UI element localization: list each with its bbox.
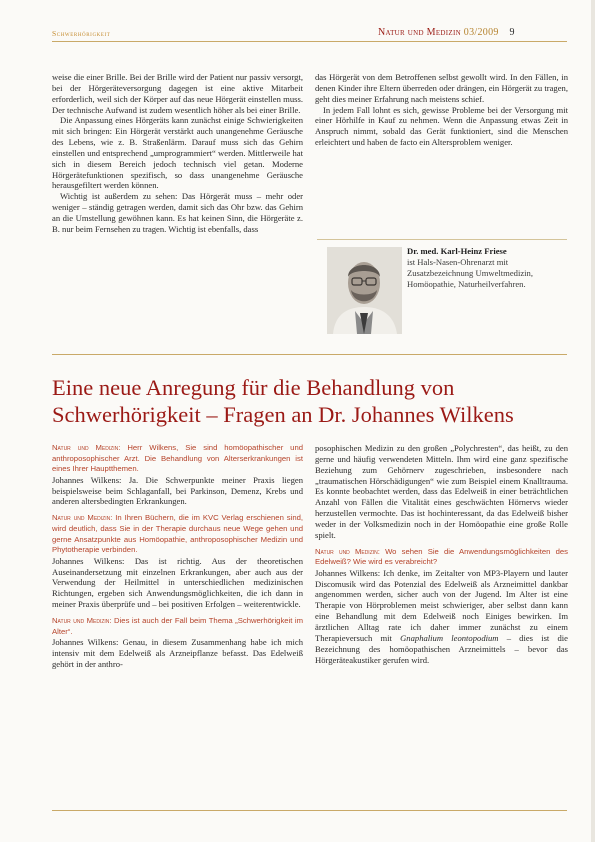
paragraph: weise die einer Brille. Bei der Brille wird der Patient nur passiv versorgt, bei der Hörgeräteversorgung dagegen ist eine aktive Mitarbeit erforderlich, weil sich der Körper auf das neue Hörgerät einstellen muss. Der technische Aufwand ist zudem wesentlich höher als bei einer Brille. (52, 72, 303, 115)
paragraph: Wichtig ist außerdem zu sehen: Das Hörgerät muss – mehr oder weniger – ständig getragen werden, damit sich das Ohr bzw. das Gehirn an die Umstellung gewöhnen kann. Es hat keinen Sinn, die Hörgeräte z. B. nur beim Fernsehen zu tragen. Wichtig ist ebenfalls, dass (52, 191, 303, 234)
interview-headline (52, 374, 572, 428)
interview-answer: Johannes Wilkens: Genau, in diesem Zusammenhang habe ich mich intensiv mit dem Edelweiß als Arzneipflanze befasst. Das Edelweiß gehört in der anthro- (52, 637, 303, 669)
article-column-left (52, 72, 303, 235)
section-rule (52, 354, 567, 355)
footer-rule (52, 810, 567, 811)
article-column-right (315, 72, 568, 148)
question-prefix: Natur und Medizin: (52, 443, 121, 452)
question-prefix: Natur und Medizin: (315, 546, 380, 556)
paragraph: Die Anpassung eines Hörgeräts kann zunächst einige Schwierigkeiten mit sich bringen: Ein Hörgerät verstärkt auch unangenehme Geräusche des Lebens, wie z. B. Straßenlärm. Darauf muss sich das Gehirn einstellen und entsprechend „umprogrammiert“ werden. Mittlerweile hat sich in diesem Bereich jedoch technisch viel getan. Moderne Hörgerätefunktionen spezifisch, so dass unangenehme Geräusche herausgefiltert werden können. (52, 115, 303, 191)
header-rule (52, 41, 567, 42)
section-label: Schwerhörigkeit (52, 29, 111, 38)
question-prefix: Natur und Medizin: (52, 615, 112, 625)
answer-text: – dies ist die Bezeichnung des homöopathischen Arzneimittels – bevor das Hörgeräteakustiker gerufen wird. (315, 632, 568, 665)
page-number: 9 (509, 27, 515, 38)
question-text: Wo sehen Sie die Anwendungsmöglichkeiten des Edelweiß? Wie wird es verabreicht? (315, 546, 569, 567)
answer-text: Johannes Wilkens: Ich denke, im Zeitalter von MP3-Playern und lauter Discomusik wird das Potenzial des Edelweiß als Arzneimittel dankbar angenommen werden, sicher auch von der Jugend. Im Alter ist eine Therapie von Hörproblemen meist schwieriger, aber selbst dann kann eine Behandlung mit dem Edelweiß noch Einiges bewirken. Im ärztlichen Alltag rate ich daher immer zunächst zu einem Therapieversuch mit (315, 567, 568, 643)
question-text: Dies ist auch der Fall beim Thema „Schwerhörigkeit im Alter“. (52, 615, 304, 636)
interview-column-left (52, 443, 303, 670)
author-box (317, 239, 567, 340)
interview-column-right (315, 443, 568, 665)
interview-question (315, 547, 568, 568)
issue-number: 03/2009 (463, 27, 499, 38)
question-prefix: Natur und Medizin: (52, 513, 113, 523)
question-text: In Ihren Büchern, die im KVC Verlag erschienen sind, wird deutlich, dass Sie in der Therapie durchaus neue Wege gehen und gerne Ansatzpunkte aus Homöopathie, anthroposophischer Medizin und Phytotherapie verbinden. (52, 513, 303, 555)
paragraph: das Hörgerät von dem Betroffenen selbst gewollt wird. In den Fällen, in denen Kinder ihre Eltern überreden oder drängen, ein Hörgerät zu tragen, geht dies meiner Erfahrung nach meistens schief. (315, 72, 568, 104)
author-photo (327, 247, 402, 334)
interview-answer: Johannes Wilkens: Ja. Die Schwerpunkte meiner Praxis liegen beispielsweise beim Schlaganfall, bei Parkinson, Demenz, Krebs und anderen altersbedingten Erkrankungen. (52, 474, 303, 507)
author-bio: ist Hals-Nasen-Ohrenarzt mit Zusatzbezeichnung Umweltmedizin, Homöopathie, Naturheilverfahren. (407, 256, 533, 289)
running-header (378, 27, 515, 38)
headline-line-2: Schwerhörigkeit – Fragen an Dr. Johannes Wilkens (52, 402, 514, 427)
interview-question (52, 616, 303, 637)
remedy-name: Gnaphalium leontopodium (400, 632, 499, 643)
page-edge (591, 0, 595, 842)
author-caption (407, 246, 567, 290)
interview-answer: Johannes Wilkens: Das ist richtig. Aus der theoretischen Auseinandersetzung mit einzelnen Erkrankungen, aber auch aus der Verwendung der Heilmittel in unterschiedlichen medizinischen Richtungen, ergeben sich Anwendungsmöglichkeiten, die ich dann in meiner Praxis überprüfe und – bei positiven Erfolgen – weiterentwickle. (52, 555, 303, 610)
interview-answer (315, 568, 568, 666)
interview-question (52, 443, 303, 475)
interview-answer-continued: posophischen Medizin zu den großen „Polychresten“, das heißt, zu den gerne und häufig verwendeten Mitteln. Ihm wird eine ganz spezifische Beziehung zum Gehörnerv zugeschrieben, insbesondere nach „traumatischen Hörschädigungen“ wie zum Beispiel einem Knalltrauma. Es konnte beobachtet werden, dass das Edelweiß in einer beträchtlichen Anzahl von Fällen die Vitalität eines geschwächten Hörnervs wieder herzustellen vermochte. Das ist hochinteressant, da das Edelweiß bisher weder in der Volksmedizin noch in der Homöopathie eine große Rolle spielt. (315, 443, 568, 540)
author-name: Dr. med. Karl-Heinz Friese (407, 246, 507, 256)
question-text: Herr Wilkens, Sie sind homöopathischer und anthroposophischer Arzt. Die Behandlung von Alterserkrankungen ist eines Ihrer Hauptthemen. (52, 443, 304, 474)
headline-line-1: Eine neue Anregung für die Behandlung von (52, 375, 455, 400)
interview-question (52, 513, 303, 555)
journal-title: Natur und Medizin (378, 27, 461, 38)
paragraph: In jedem Fall lohnt es sich, gewisse Probleme bei der Versorgung mit einer Hörhilfe in Kauf zu nehmen. Wenn die Anpassung etwas Zeit in Anspruch nimmt, sobald das Gerät funktioniert, sind die Menschen erleichtert und haben de facto ein Altersproblem weniger. (315, 104, 568, 148)
